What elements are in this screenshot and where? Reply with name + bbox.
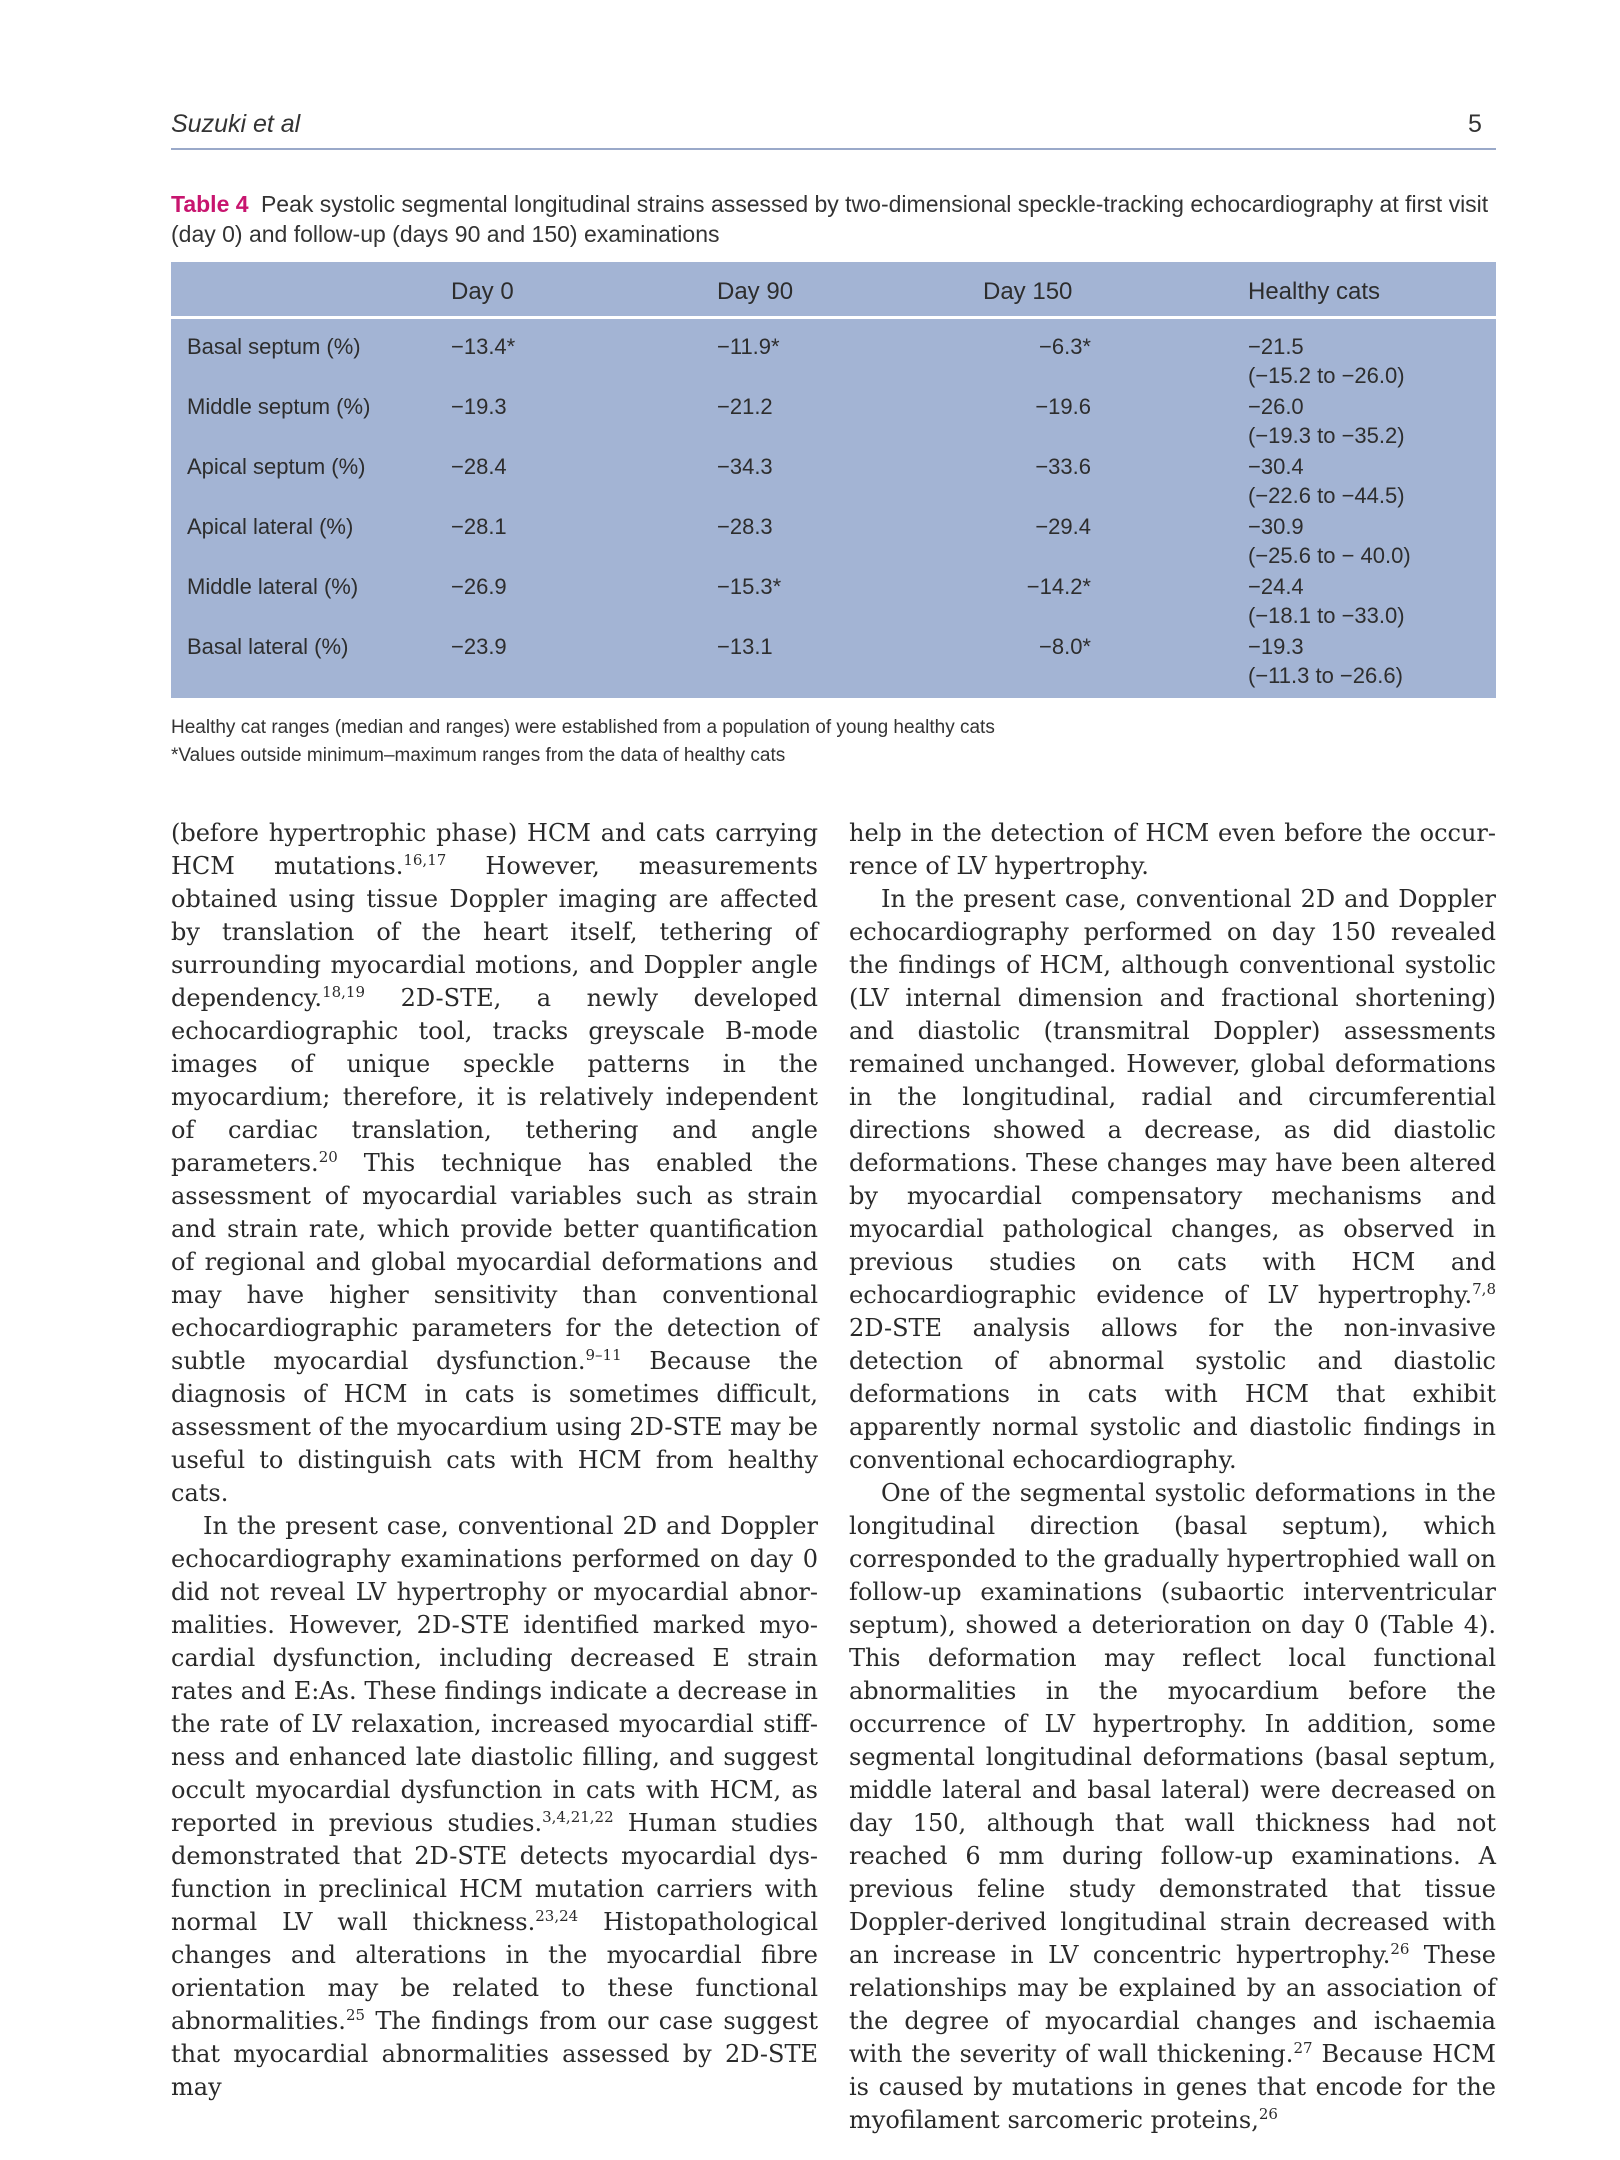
header-divider [171, 148, 1496, 150]
paragraph-text: Human studies demonstrated that 2D-STE detects myocardial dysfunction in preclinical HCM mutation carriers with normal LV wall thickness. [171, 1809, 818, 1936]
body-column-left [171, 817, 818, 2104]
cell-day-150: −6.3* [1039, 334, 1091, 359]
row-label: Basal septum (%) [187, 334, 361, 359]
column-header-healthy-cats: Healthy cats [1248, 278, 1381, 305]
body-column-right [849, 817, 1496, 2137]
strain-table [171, 262, 1496, 698]
cell-day-150: −29.4 [1035, 514, 1091, 539]
cell-healthy-cats [1248, 392, 1405, 450]
healthy-median: −21.5 [1248, 334, 1304, 359]
page-number: 5 [1468, 110, 1482, 138]
row-label: Middle septum (%) [187, 394, 371, 419]
cell-day-0: −28.1 [451, 514, 507, 539]
healthy-range: (−25.6 to − 40.0) [1248, 543, 1411, 568]
cell-day-90: −13.1 [717, 634, 773, 659]
paragraph-text: In the present case, conventional 2D and Doppler echocardiography performed on day 150 revealed the findings of HCM, although conventional systolic (LV internal dimension and fractional shortening) and diastolic (transmitral Doppler) assessments remained unchanged. However, global deformations in the longitudinal, radial and circumferential directions showed a decrease, as did diastolic deformations. These changes may have been altered by myocardial compensatory mechanisms and myocardial pathological changes, as observed in previous studies on cats with HCM and echocardiographic evidence of LV hypertrophy. [849, 885, 1496, 1309]
table-row [171, 332, 1496, 392]
healthy-median: −24.4 [1248, 574, 1304, 599]
healthy-range: (−11.3 to −26.6) [1248, 663, 1403, 688]
table-caption-label: Table 4 [171, 191, 249, 217]
cell-day-150: −33.6 [1035, 454, 1091, 479]
cell-day-0: −13.4* [451, 334, 516, 359]
citation-superscript: 7,8 [1472, 1280, 1496, 1298]
paragraph-text: 2D-STE analysis allows for the non-invasive detection of abnormal systolic and diastolic deformations in cats with HCM that exhibit apparently normal systolic and diastolic findings in conventional echocardiography. [849, 1314, 1496, 1474]
row-label: Apical lateral (%) [187, 514, 354, 539]
citation-superscript: 3,4,21,22 [542, 1808, 614, 1826]
citation-superscript: 27 [1293, 2039, 1313, 2057]
column-header-day-0: Day 0 [451, 278, 514, 305]
body-paragraph [171, 1510, 818, 2104]
table-caption [171, 189, 1496, 249]
healthy-range: (−19.3 to −35.2) [1248, 423, 1405, 448]
paragraph-text: Because the diagnosis of HCM in cats is sometimes difficult, assessment of the myocardium using 2D-STE may be useful to distinguish cats with HCM from healthy cats. [171, 1347, 818, 1507]
body-paragraph [171, 817, 818, 1510]
row-label: Apical septum (%) [187, 454, 366, 479]
cell-day-0: −19.3 [451, 394, 507, 419]
table-row [171, 572, 1496, 632]
cell-healthy-cats [1248, 572, 1405, 630]
table-caption-text: Peak systolic segmental longitudinal strains assessed by two-dimensional speckle-tracking echocardiography at first visit (day 0) and follow-up (days 90 and 150) examinations [171, 191, 1489, 247]
paragraph-text: These relationships may be explained by an association of the degree of myocardial changes and ischaemia with the severity of wall thickening. [849, 1941, 1496, 2068]
row-label: Middle lateral (%) [187, 574, 359, 599]
cell-day-0: −26.9 [451, 574, 507, 599]
paragraph-text: Because HCM is caused by mutations in genes that encode for the myofilament sarcomeric proteins, [849, 2040, 1496, 2134]
paragraph-text: Histopathological changes and alterations in the myocardial fibre orientation may be related to these functional abnormalities. [171, 1908, 818, 2035]
cell-healthy-cats [1248, 632, 1403, 690]
table-footnote: Healthy cat ranges (median and ranges) were established from a population of young healthy cats [171, 717, 995, 738]
paragraph-text: However, measurements obtained using tissue Doppler imaging are affected by translation of the heart itself, tethering of surrounding myocardial motions, and Doppler angle dependency. [171, 852, 818, 1012]
paragraph-text: In the present case, conventional 2D and Doppler echocardiography examinations performed on day 0 did not reveal LV hypertrophy or myocardial abnormalities. However, 2D-STE identified marked myocardial dysfunction, including decreased E strain rates and E:As. These findings indicate a decrease in the rate of LV relaxation, increased myocardial stiffness and enhanced late diastolic filling, and suggest occult myocardial dysfunction in cats with HCM, as reported in previous studies. [171, 1512, 818, 1837]
table-footnote: *Values outside minimum–maximum ranges from the data of healthy cats [171, 745, 786, 766]
cell-day-90: −11.9* [717, 334, 780, 359]
row-label: Basal lateral (%) [187, 634, 349, 659]
table-row [171, 512, 1496, 572]
citation-superscript: 18,19 [322, 983, 366, 1001]
healthy-median: −30.4 [1248, 454, 1304, 479]
citation-superscript: 23,24 [535, 1907, 579, 1925]
cell-day-0: −28.4 [451, 454, 507, 479]
column-header-day-150: Day 150 [983, 278, 1073, 305]
citation-superscript: 9–11 [585, 1346, 622, 1364]
citation-superscript: 16,17 [403, 851, 447, 869]
table-header-row [171, 262, 1496, 319]
paragraph-text: The findings from our case suggest that myocardial abnormalities assessed by 2D-STE may [171, 2007, 818, 2101]
running-header-author: Suzuki et al [171, 110, 301, 138]
paragraph-text: One of the segmental systolic deformations in the longitudinal direction (basal septum), which corresponded to the gradually hypertrophied wall on follow-up examinations (subaortic interventricular septum), showed a deterioration on day 0 (Table 4). This deformation may reflect local functional abnormalities in the myocardium before the occurrence of LV hypertrophy. In addition, some segmental longitudinal deformations (basal septum, middle lateral and basal lateral) were decreased on day 150, although that wall thickness had not reached 6 mm during follow-up examinations. A previous feline study demonstrated that tissue Doppler-derived longitudinal strain decreased with an increase in LV concentric hypertrophy. [849, 1479, 1496, 1969]
citation-superscript: 26 [1390, 1940, 1410, 1958]
paragraph-text: This technique has enabled the assessment of myocardial variables such as strain and strain rate, which provide better quantification of regional and global myocardial deformations and may have higher sensitivity than conventional echocardiographic parameters for the detection of subtle myocardial dysfunction. [171, 1149, 818, 1375]
cell-day-90: −28.3 [717, 514, 773, 539]
cell-day-150: −14.2* [1026, 574, 1091, 599]
cell-healthy-cats [1248, 512, 1411, 570]
citation-superscript: 26 [1258, 2105, 1278, 2123]
healthy-range: (−15.2 to −26.0) [1248, 363, 1405, 388]
body-paragraph [849, 883, 1496, 1477]
cell-day-90: −34.3 [717, 454, 773, 479]
citation-superscript: 25 [345, 2006, 366, 2024]
healthy-median: −30.9 [1248, 514, 1304, 539]
paragraph-text: help in the detection of HCM even before the occurrence of LV hypertrophy. [849, 819, 1496, 880]
column-header-day-90: Day 90 [717, 278, 794, 305]
healthy-range: (−22.6 to −44.5) [1248, 483, 1405, 508]
body-paragraph [849, 1477, 1496, 2137]
body-paragraph [849, 817, 1496, 883]
cell-day-90: −15.3* [717, 574, 782, 599]
healthy-median: −26.0 [1248, 394, 1304, 419]
cell-day-0: −23.9 [451, 634, 507, 659]
cell-day-90: −21.2 [717, 394, 773, 419]
healthy-median: −19.3 [1248, 634, 1304, 659]
healthy-range: (−18.1 to −33.0) [1248, 603, 1405, 628]
table-row [171, 452, 1496, 512]
table-footnotes [171, 714, 1496, 770]
paragraph-text: 2D-STE, a newly developed echocardiographic tool, tracks greyscale B-mode images of unique speckle patterns in the myocardium; therefore, it is relatively independent of cardiac translation, tethering and angle parameters. [171, 984, 818, 1177]
table-row [171, 632, 1496, 692]
cell-healthy-cats [1248, 332, 1405, 390]
cell-day-150: −19.6 [1035, 394, 1091, 419]
citation-superscript: 20 [318, 1148, 338, 1166]
paragraph-text: (before hypertrophic phase) HCM and cats carrying HCM mutations. [171, 819, 818, 880]
cell-healthy-cats [1248, 452, 1405, 510]
cell-day-150: −8.0* [1039, 634, 1091, 659]
table-row [171, 392, 1496, 452]
